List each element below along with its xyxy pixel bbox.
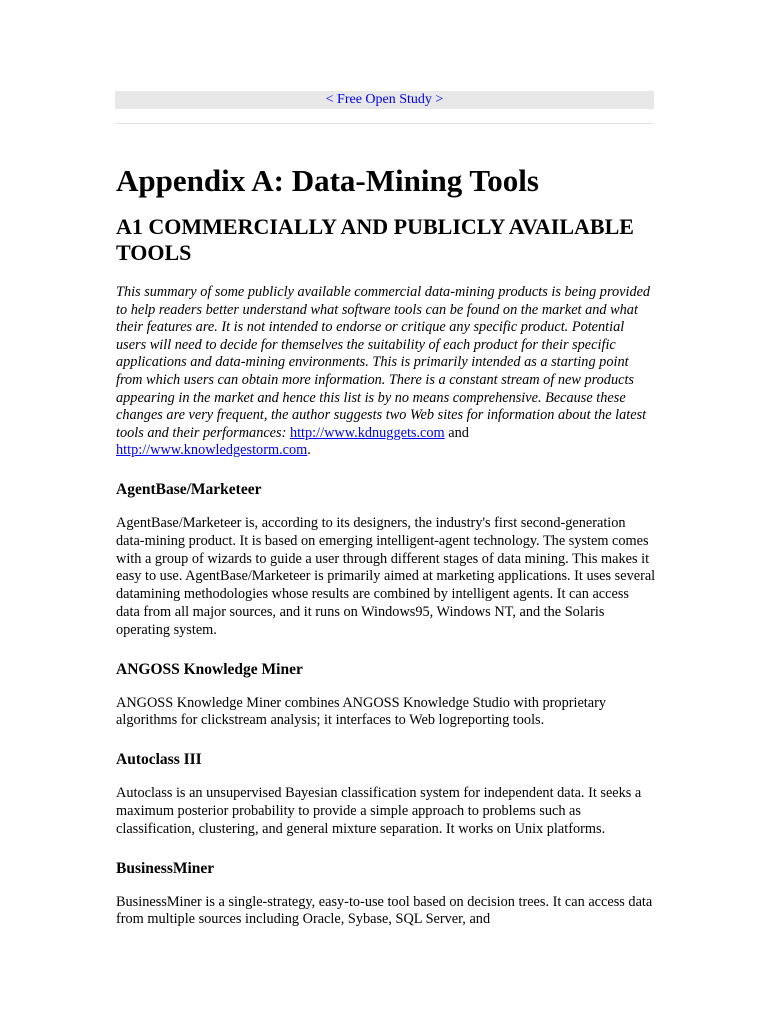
tool-description-autoclass: Autoclass is an unsupervised Bayesian classification system for independent data. It seeks a maximum posterior probability to provide a simple approach to problems such as classification, clustering, and general mixture separation. It works on Unix platforms.: [116, 785, 642, 837]
knowledgestorm-link[interactable]: http://www.knowledgestorm.com: [116, 442, 308, 459]
page-title: Appendix A: Data-Mining Tools: [116, 163, 539, 198]
tool-heading-angoss: ANGOSS Knowledge Miner: [116, 660, 303, 678]
divider: [115, 123, 654, 124]
tool-description-angoss: ANGOSS Knowledge Miner combines ANGOSS Knowledge Studio with proprietary algorithms for clickstream analysis; it interfaces to Web logreporting tools.: [116, 694, 607, 729]
navigation-bar: [115, 91, 654, 109]
kdnuggets-link[interactable]: http://www.kdnuggets.com: [289, 424, 445, 441]
tool-heading-businessminer: BusinessMiner: [116, 859, 215, 877]
document-content: [116, 162, 656, 929]
tool-description-agentbase: AgentBase/Marketeer is, according to its designers, the industry's first second-generation data-mining product. It is based on emerging intelligent-agent technology. The system comes with a group of wizards to guide a user through different stages of data mining. This makes it easy to use. AgentBase/Marketeer is primarily aimed at marketing applications. It uses several datamining methodologies whose results are combined by intelligent agents. It can access data from all major sources, and it runs on Windows95, Windows NT, and the Solaris operating system.: [116, 514, 656, 638]
tool-heading-autoclass: Autoclass III: [116, 751, 202, 769]
free-open-study-link[interactable]: < Free Open Study >: [325, 92, 444, 107]
intro-paragraph: [116, 284, 656, 460]
intro-end: .: [307, 442, 311, 459]
intro-text: This summary of some publicly available commercial data-mining products is being provided to help readers better understand what software tools can be found on the market and what their features are. It is not intended to endorse or critique any specific product. Potential users will need to decide for themselves the suitability of each product for their specific applications and data-mining environments. This is primarily intended as a starting point from which users can obtain more information. There is a constant stream of new products appearing in the market and hence this list is by no means comprehensive. Because these changes are very frequent, the author suggests two Web sites for information about the latest tools and their performances:: [116, 284, 651, 441]
intro-and: and: [444, 424, 469, 441]
tool-description-businessminer: BusinessMiner is a single-strategy, easy-to-use tool based on decision trees. It can access data from multiple sources including Oracle, Sybase, SQL Server, and: [116, 893, 653, 928]
section-heading: A1 COMMERCIALLY AND PUBLICLY AVAILABLE TOOLS: [116, 214, 634, 265]
tool-heading-agentbase: AgentBase/Marketeer: [116, 480, 262, 498]
